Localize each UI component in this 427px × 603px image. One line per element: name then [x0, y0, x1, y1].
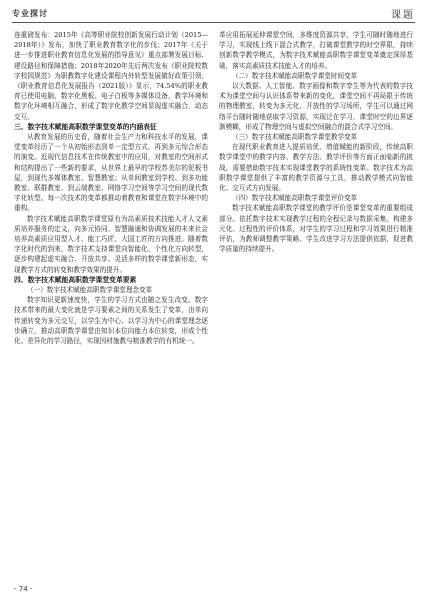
section-label: 专业探讨: [12, 9, 48, 18]
column-label: 课题: [391, 10, 415, 21]
body-paragraph: 革应用拓展延伸课堂空间，多维度资源共享，学生可随时随地进行学习，实现线上线下混合式教学，打破课堂教学的时空界限，持续创新数学教学模式，为数字技术赋能高职数学课堂变革奠定深厚基础，落实高素质技术技能人才的培养。: [219, 31, 413, 70]
body-paragraph: 从教育发展的历史看，随着社会生产力和科技水平的发展，课堂变革经历了一个从初始形态到单一定型方式，再到多元综合形态的演变。近现代信息技术在传统教室中的应用，对教室的空间形式和结构提出了一些新的要求，从世界上最早的学校苏美尔的泥板书屋，到现代多媒体教室、智慧教室；从单间教室到学校、到多功能教室、联群教室、到云端教室、网络学习空间等学习空间的现代数字化转型。每一次技术的变革都推动着教育和课堂在数字环境中的重构。: [14, 133, 208, 213]
body-paragraph: 数字知识更新速度快，学生的学习方式也随之发生改变。数字技术带来的最大变化就是学习要素之间的关系发生了变革，由单向传递转变为多元交互，以学生为中心、以学习为中心的课堂理念逐步确立，推动高职数学课堂由知识本位向能力本位转变，形成个性化、差异化的学习路径，实现因材施教与精准教学的有机统一。: [14, 296, 208, 346]
subsection-heading: （二）数字技术赋能高职数学课堂时间变革: [232, 71, 358, 80]
body-paragraph: 数字技术赋能高职数学课堂的教学评价是课堂变革的重要组成部分。依托数字技术实现教学过程的全程记录与数据采集，构建多元化、过程性的评价体系，对学生的学习过程和学习效果进行精准评估，为教师调整教学策略、学生改进学习方法提供依据，促进教学质量的持续提升。: [219, 204, 413, 254]
running-header: [12, 6, 415, 23]
body-paragraph: 在现代职业教育进入提质培优、增值赋能的新阶段，传统高职数学课堂中的教学内容、教学方法、教学评价等方面正面临新的挑战，需要借助数字技术实现课堂教学的系统性变革。数字技术为高职数学课堂提供了丰富的教学资源与工具，推动教学模式向智能化、交互式方向发展。: [219, 143, 413, 193]
right-text-column: [219, 30, 413, 578]
body-paragraph: 以大数据、人工智能、数字画像和数字孪生等为代表的数字技术为课堂空间与认识体系带来新的变化，课堂空间不再局限于传统的物理教室，转变为多元化、开放性的学习场所，学生可以通过网络平台随时随地获取学习资源，实现泛在学习，课堂时空的边界逐渐模糊，形成了物理空间与虚拟空间融合的混合式学习空间。: [219, 82, 413, 131]
section-heading: 三、数字技术赋能高职数学课堂变革的内涵表征: [14, 122, 157, 131]
subsection-heading: （四）数字技术赋能高职数学课堂评价变革: [232, 194, 358, 203]
body-paragraph: 数字技术赋能高职数学课堂原有为高素质技术技能人才人文素质培养服务的定义，向多元协同、智慧融通和协调发展的未来社会培养高素质应用型人才、能工巧匠、大国工匠的方向推进。随着数字化时代的到来，数字技术支持课堂向智能化、个性化方向转型，逐步构建起虚实融合、开放共享、灵活多样的数学课堂新形态，实现教学方式的转变和教学效果的提升。: [14, 214, 208, 274]
left-text-column: [14, 30, 208, 578]
page-number: - 74 -: [14, 585, 33, 593]
body-paragraph: 连重磅发布：2015年《高等职业院校创新发展行动计划（2015—2018年）》发布，加快了职业教育数字化的步伐；2017年《关于进一步推进职业教育信息化发展的指导意见》重点部署发展目标、建设路径和保障措施；2018年2020年先后两次发布《职业院校数字校园规范》为职教数字化建设课程内外转型发展做好政策引领；《职业教育信息化发展报告（2021版）》显示，74.54%的职业教育已使用电脑、数字化黑板、电子白板等多媒体设备，教学环境和数字化环境相互融合，形成了数字化教学空间显现虚实融合，动态交互。: [14, 31, 208, 121]
subsection-heading: （一）数字技术赋能高职数学课堂理念变革: [27, 286, 153, 295]
section-heading: 四、数字技术赋能高职数学课堂变革要素: [14, 275, 137, 284]
subsection-heading: （三）数字技术赋能高职数学课堂教学变革: [232, 133, 358, 142]
